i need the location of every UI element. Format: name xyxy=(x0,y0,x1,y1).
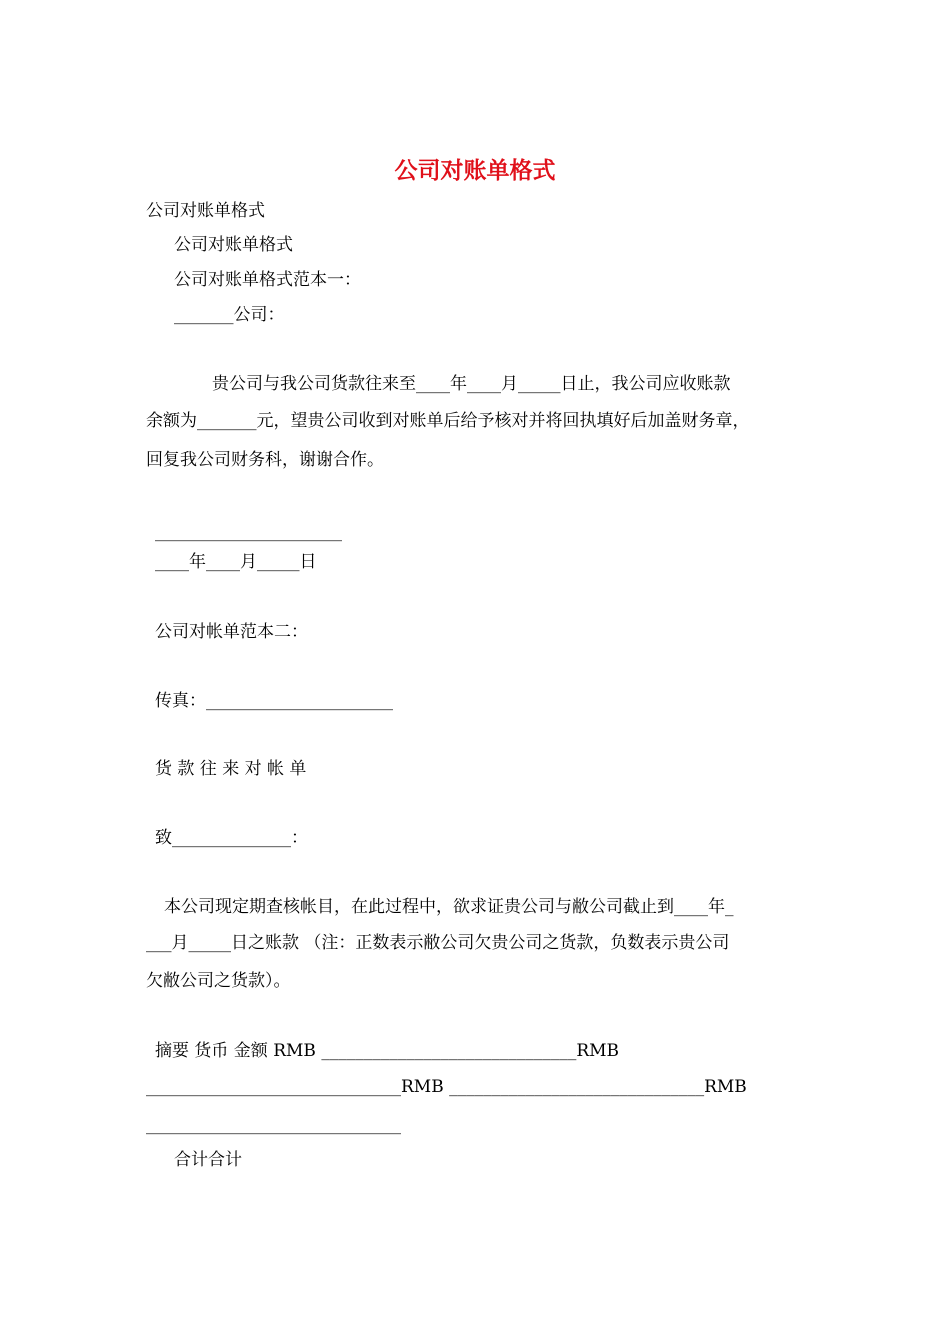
table-row-line: ______________________________RMB ______________________________RMB xyxy=(146,1077,747,1097)
template-one-heading: 公司对账单格式范本一： xyxy=(174,270,361,290)
total-line: 合计合计 xyxy=(174,1150,242,1170)
template-two-heading: 公司对帐单范本二： xyxy=(155,622,308,642)
date-line: ____年____月_____日 xyxy=(155,552,317,572)
paragraph-line: ___月_____日之账款 （注：正数表示敝公司欠贵公司之货款，负数表示贵公司 xyxy=(146,933,730,953)
paragraph-line: 本公司现定期查核帐目，在此过程中，欲求证贵公司与敝公司截止到____年_ xyxy=(164,897,734,917)
table-header-line: 摘要 货币 金额 RMB ______________________________RMB xyxy=(155,1041,620,1061)
statement-heading: 货 款 往 来 对 帐 单 xyxy=(155,759,307,779)
addressee-line: _______公司： xyxy=(174,305,285,325)
heading-line: 公司对账单格式 xyxy=(146,201,265,221)
signature-line: ______________________ xyxy=(155,522,342,542)
paragraph-line: 回复我公司财务科，谢谢合作。 xyxy=(146,450,384,470)
paragraph-line: 贵公司与我公司货款往来至____年____月_____日止，我公司应收账款 xyxy=(212,374,731,394)
to-line: 致______________： xyxy=(155,828,308,848)
fax-line: 传真：______________________ xyxy=(155,691,393,711)
paragraph-line: 余额为_______元，望贵公司收到对账单后给予核对并将回执填好后加盖财务章， xyxy=(146,411,750,431)
subheading-line: 公司对账单格式 xyxy=(174,235,293,255)
paragraph-line: 欠敝公司之货款）。 xyxy=(146,971,291,991)
document-title: 公司对账单格式 xyxy=(394,157,556,184)
table-row-line: ______________________________ xyxy=(146,1115,401,1135)
